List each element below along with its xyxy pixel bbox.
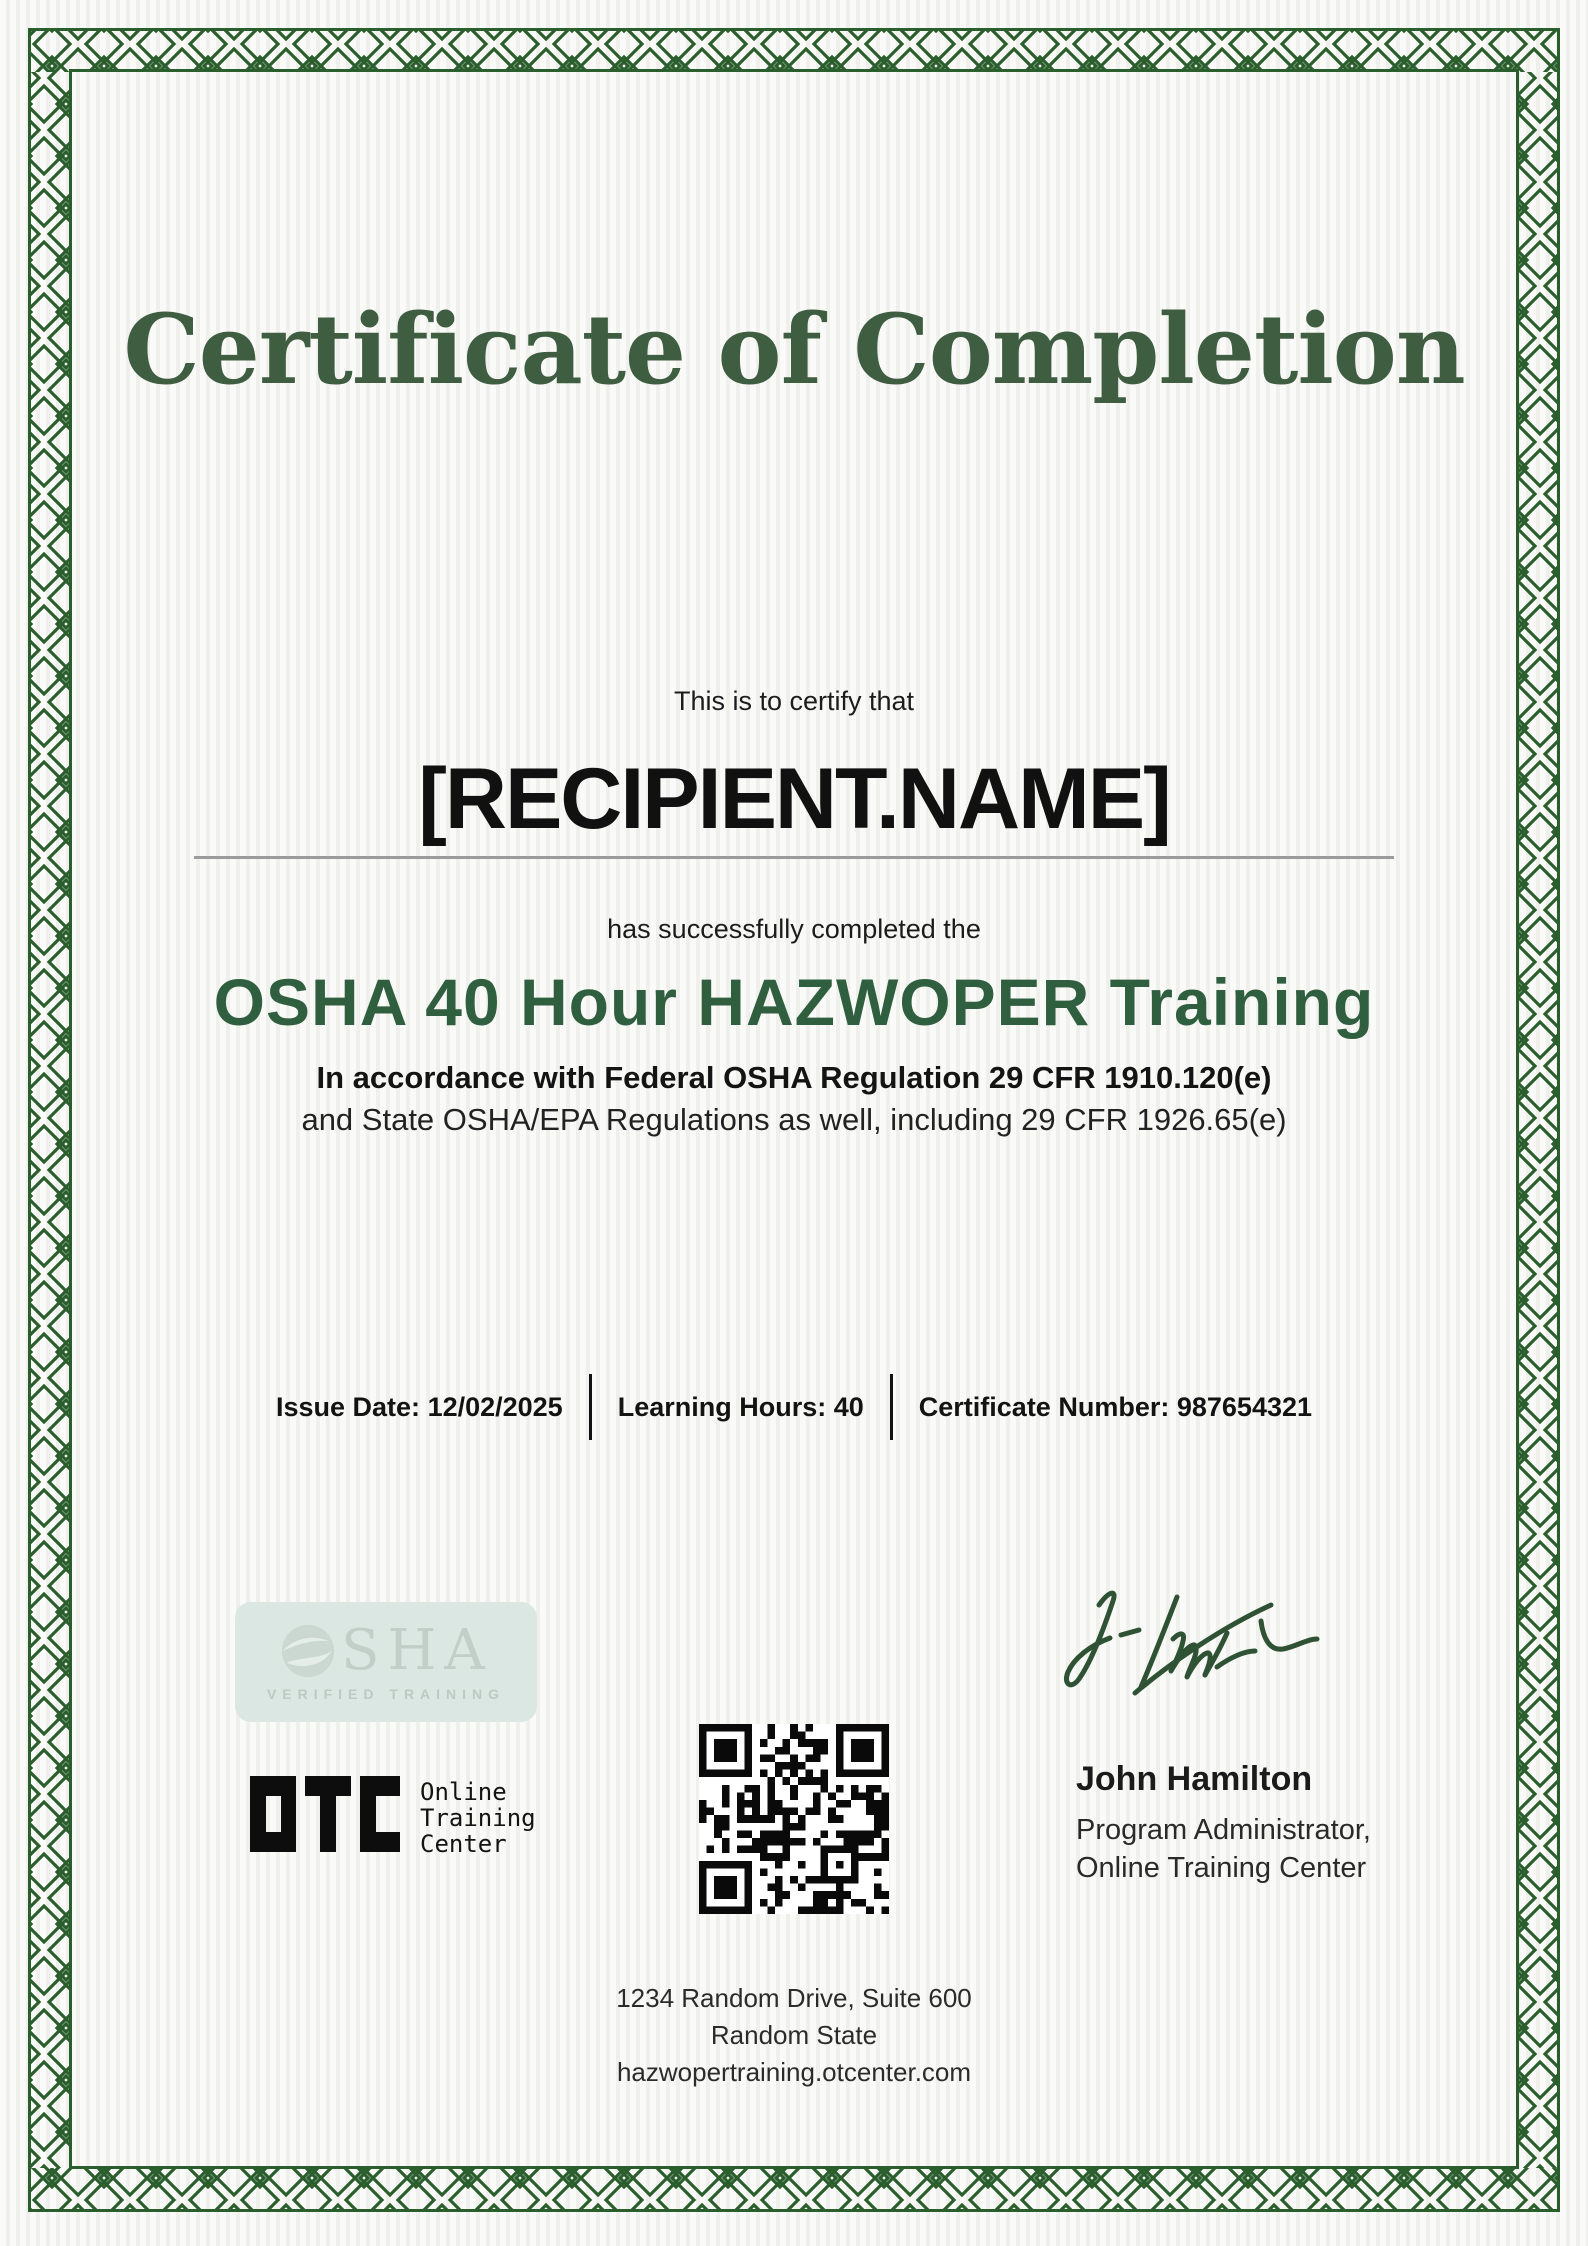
detail-separator (890, 1374, 893, 1440)
otc-word-line: Center (420, 1830, 507, 1858)
learning-hours-label: Learning Hours: (617, 1391, 827, 1422)
certificate-number-value: 987654321 (1176, 1391, 1313, 1422)
issue-date (276, 1392, 563, 1423)
certificate-details-row (0, 1374, 1588, 1440)
regulation-primary: In accordance with Federal OSHA Regulation 29 CFR 1910.120(e) (316, 1060, 1272, 1095)
handwritten-signature-icon (1055, 1575, 1335, 1715)
issue-date-label: Issue Date: (275, 1391, 421, 1422)
certificate-number (919, 1392, 1312, 1423)
signer-block (1076, 1760, 1371, 1887)
signer-organization: Online Training Center (1076, 1852, 1367, 1884)
detail-separator (589, 1374, 592, 1440)
issue-date-value: 12/02/2025 (427, 1391, 563, 1422)
certify-line: This is to certify that (673, 686, 915, 716)
name-underline (194, 856, 1394, 859)
certificate-number-label: Certificate Number: (918, 1391, 1170, 1422)
otc-word-line: Online (420, 1778, 507, 1806)
otc-word-line: Training (420, 1804, 536, 1832)
signer-name: John Hamilton (1076, 1760, 1313, 1798)
otc-letter-t (305, 1776, 351, 1852)
otc-logo-mark (250, 1776, 400, 1852)
recipient-name: [RECIPIENT.NAME] (418, 751, 1170, 847)
watermark-brand-row (279, 1618, 493, 1683)
footer-address-block (0, 1980, 1588, 2091)
regulation-secondary: and State OSHA/EPA Regulations as well, including 29 CFR 1926.65(e) (301, 1102, 1287, 1137)
otc-letter-o (250, 1776, 296, 1852)
qr-code-icon (699, 1724, 889, 1914)
otc-logo (250, 1776, 536, 1857)
completed-line: has successfully completed the (607, 914, 981, 944)
signer-role: Program Administrator, (1076, 1814, 1371, 1846)
footer-address-line2: Random State (710, 2020, 878, 2050)
osha-globe-swirl-icon (279, 1622, 337, 1680)
certificate-title: Certificate of Completion (123, 293, 1465, 406)
learning-hours-value: 40 (833, 1391, 864, 1422)
footer-address-line1: 1234 Random Drive, Suite 600 (616, 1983, 972, 2013)
watermark-tagline: VERIFIED TRAINING (266, 1686, 506, 1702)
course-title: OSHA 40 Hour HAZWOPER Training (213, 965, 1375, 1039)
learning-hours (618, 1392, 864, 1423)
otc-letter-c (360, 1776, 400, 1852)
otc-logo-wordmark (420, 1776, 536, 1857)
footer-website: hazwopertraining.otcenter.com (616, 2057, 972, 2087)
watermark-brand-text: SHA (341, 1618, 493, 1683)
watermark-badge (235, 1602, 537, 1722)
